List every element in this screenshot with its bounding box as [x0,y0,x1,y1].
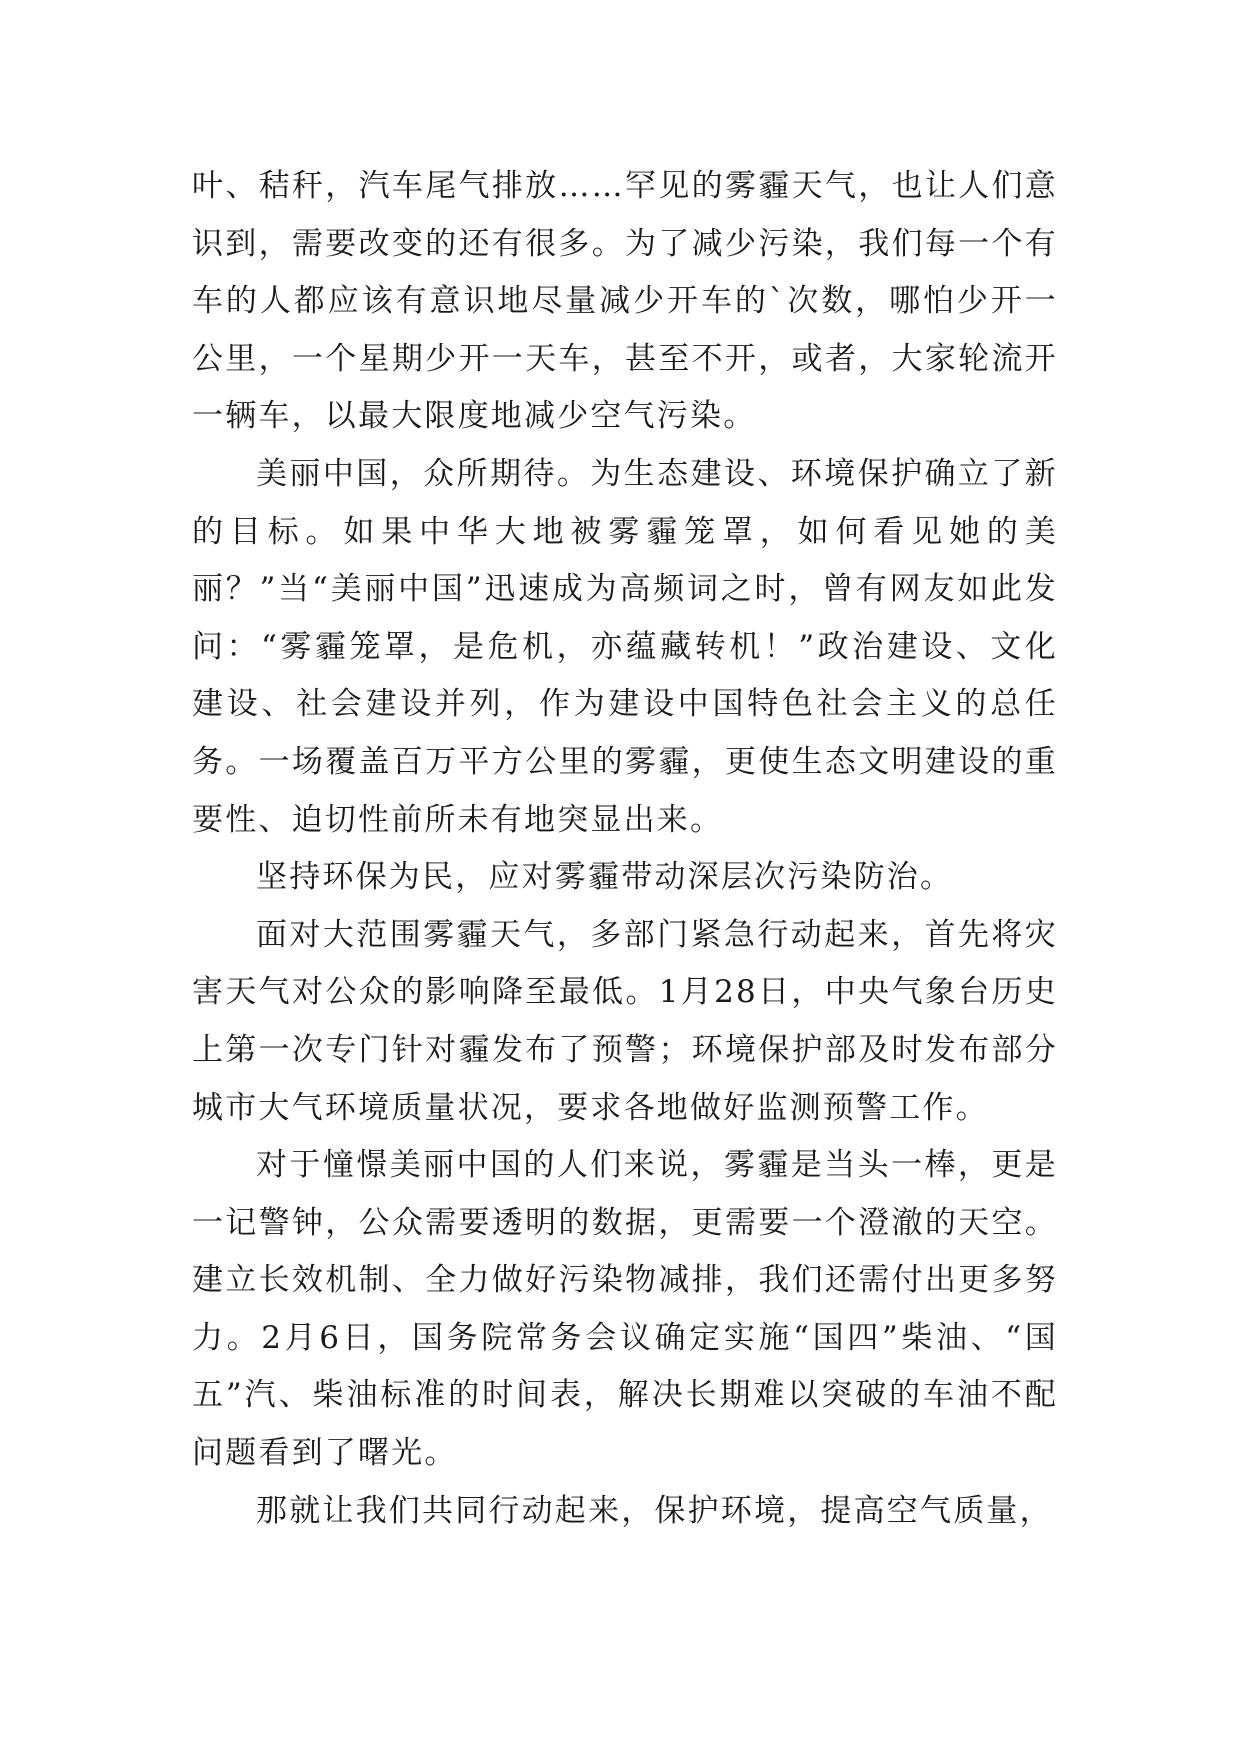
paragraph-emergency-action: 面对大范围雾霾天气，多部门紧急行动起来，首先将灾害天气对公众的影响降至最低。1月28日，中央气象台历史上第一次专门针对霾发布了预警；环境保护部及时发布部分城市大气环境质量状况，要求各地做好监测预警工作。 [192,916,1058,1126]
document-body [192,158,1058,1540]
paragraph-continuation: 叶、秸秆，汽车尾气排放……罕见的雾霾天气，也让人们意识到，需要改变的还有很多。为了减少污染，我们每一个有车的人都应该有意识地尽量减少开车的`次数，哪怕少开一公里，一个星期少开一天车，甚至不开，或者，大家轮流开一辆车，以最大限度地减少空气污染。 [192,168,1058,435]
paragraph-environment-for-people: 坚持环保为民，应对雾霾带动深层次污染防治。 [256,859,954,896]
paragraph-call-to-action: 那就让我们共同行动起来，保护环境，提高空气质量， [256,1492,1053,1529]
paragraph-beautiful-china: 美丽中国，众所期待。为生态建设、环境保护确立了新的目标。如果中华大地被雾霾笼罩，如何看见她的美丽？”当“美丽中国”迅速成为高频词之时，曾有网友如此发问：“雾霾笼罩，是危机，亦蕴藏转机！”政治建设、文化建设、社会建设并列，作为建设中国特色社会主义的总任务。一场覆盖百万平方公里的雾霾，更使生态文明建设的重要性、迫切性前所未有地突显出来。 [192,455,1058,838]
paragraph-wake-up-call: 对于憧憬美丽中国的人们来说，雾霾是当头一棒，更是一记警钟，公众需要透明的数据，更需要一个澄澈的天空。建立长效机制、全力做好污染物减排，我们还需付出更多努力。2月6日，国务院常务会议确定实施“国四”柴油、“国五”汽、柴油标准的时间表，解决长期难以突破的车油不配问题看到了曙光。 [192,1147,1058,1472]
